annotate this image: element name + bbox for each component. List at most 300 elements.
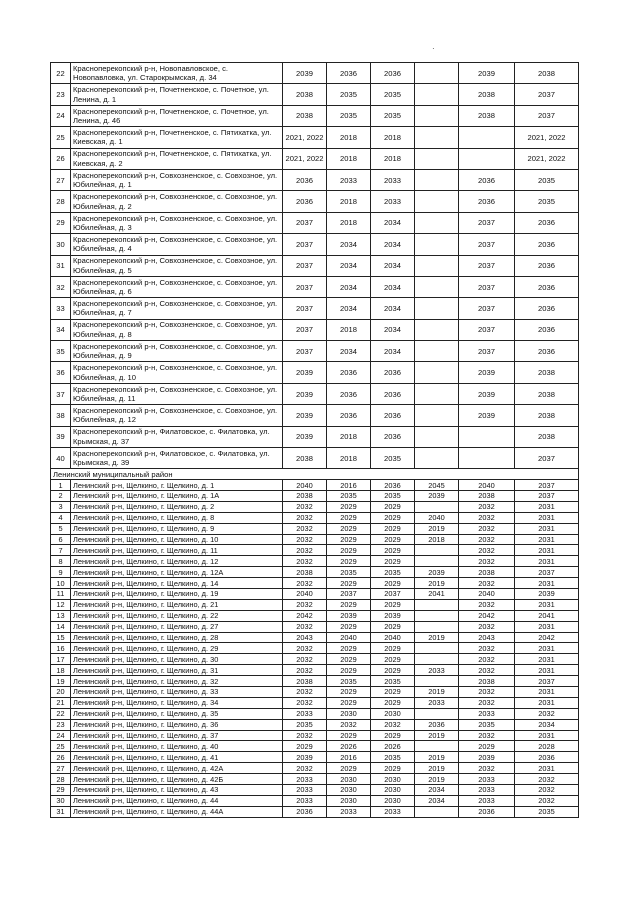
row-number: 9 <box>51 567 71 578</box>
row-number: 5 <box>51 523 71 534</box>
row-value: 2036 <box>459 191 515 212</box>
table-row <box>51 687 579 698</box>
row-value: 2036 <box>515 276 579 297</box>
row-value: 2034 <box>327 276 371 297</box>
row-value: 2021, 2022 <box>283 148 327 169</box>
row-value: 2033 <box>415 697 459 708</box>
row-value: 2037 <box>515 567 579 578</box>
row-address: Ленинский р-н, Щелкино, г. Щелкино, д. 29 <box>71 643 283 654</box>
row-value: 2034 <box>371 341 415 362</box>
row-value: 2019 <box>415 578 459 589</box>
row-address: Красноперекопский р-н, Совхозненское, с. Совхозное, ул. Юбилейная, д. 8 <box>71 319 283 340</box>
row-value <box>415 127 459 148</box>
row-value: 2037 <box>283 255 327 276</box>
row-value: 2038 <box>283 676 327 687</box>
row-value <box>415 599 459 610</box>
row-value: 2037 <box>283 212 327 233</box>
row-value: 2018 <box>327 319 371 340</box>
row-value: 2032 <box>283 556 327 567</box>
row-value: 2032 <box>283 643 327 654</box>
row-value: 2021, 2022 <box>515 127 579 148</box>
table-row <box>51 255 579 276</box>
row-value: 2029 <box>327 763 371 774</box>
row-value: 2033 <box>459 785 515 796</box>
row-value <box>459 127 515 148</box>
row-value: 2019 <box>415 774 459 785</box>
row-value: 2029 <box>327 501 371 512</box>
row-value: 2032 <box>283 665 327 676</box>
row-value: 2033 <box>327 169 371 190</box>
row-value: 2035 <box>327 84 371 105</box>
row-value: 2019 <box>415 730 459 741</box>
row-value <box>415 234 459 255</box>
row-value: 2034 <box>371 234 415 255</box>
row-value: 2031 <box>515 687 579 698</box>
row-value: 2033 <box>371 191 415 212</box>
row-value <box>415 448 459 469</box>
row-value: 2039 <box>283 383 327 404</box>
row-value: 2040 <box>371 632 415 643</box>
row-value: 2036 <box>371 480 415 491</box>
row-value: 2032 <box>283 501 327 512</box>
row-address: Ленинский р-н, Щелкино, г. Щелкино, д. 34 <box>71 697 283 708</box>
row-value: 2037 <box>459 234 515 255</box>
table-row <box>51 491 579 502</box>
row-value: 2031 <box>515 730 579 741</box>
table-row <box>51 774 579 785</box>
row-value: 2043 <box>283 632 327 643</box>
table-row <box>51 599 579 610</box>
row-address: Ленинский р-н, Щелкино, г. Щелкино, д. 44 <box>71 795 283 806</box>
row-value: 2035 <box>371 676 415 687</box>
row-number: 10 <box>51 578 71 589</box>
row-value <box>415 298 459 319</box>
row-value: 2032 <box>515 774 579 785</box>
row-value: 2029 <box>283 741 327 752</box>
row-value: 2032 <box>459 654 515 665</box>
table-row <box>51 148 579 169</box>
table-row <box>51 362 579 383</box>
table-row <box>51 405 579 426</box>
row-number: 37 <box>51 383 71 404</box>
table-row <box>51 708 579 719</box>
row-address: Ленинский р-н, Щелкино, г. Щелкино, д. 32 <box>71 676 283 687</box>
row-address: Ленинский р-н, Щелкино, г. Щелкино, д. 27 <box>71 621 283 632</box>
row-value: 2036 <box>515 319 579 340</box>
row-value: 2032 <box>515 708 579 719</box>
row-address: Ленинский р-н, Щелкино, г. Щелкино, д. 2 <box>71 501 283 512</box>
row-address: Ленинский р-н, Щелкино, г. Щелкино, д. 1А <box>71 491 283 502</box>
row-value: 2032 <box>459 534 515 545</box>
row-value <box>415 708 459 719</box>
row-value <box>415 676 459 687</box>
row-value: 2039 <box>283 362 327 383</box>
row-number: 26 <box>51 752 71 763</box>
row-address: Красноперекопский р-н, Совхозненское, с. Совхозное, ул. Юбилейная, д. 10 <box>71 362 283 383</box>
row-value: 2029 <box>371 643 415 654</box>
table-row <box>51 191 579 212</box>
row-value: 2032 <box>459 730 515 741</box>
row-address: Ленинский р-н, Щелкино, г. Щелкино, д. 12А <box>71 567 283 578</box>
row-value: 2034 <box>327 234 371 255</box>
row-number: 24 <box>51 105 71 126</box>
row-value: 2034 <box>371 255 415 276</box>
row-value: 2029 <box>327 578 371 589</box>
row-value: 2034 <box>327 255 371 276</box>
row-number: 38 <box>51 405 71 426</box>
table-row <box>51 105 579 126</box>
row-address: Ленинский р-н, Щелкино, г. Щелкино, д. 44А <box>71 806 283 817</box>
row-number: 30 <box>51 795 71 806</box>
row-value: 2029 <box>327 523 371 534</box>
table-row <box>51 741 579 752</box>
row-value: 2032 <box>459 545 515 556</box>
row-number: 23 <box>51 84 71 105</box>
row-value: 2038 <box>515 383 579 404</box>
row-value: 2039 <box>515 589 579 600</box>
row-value: 2034 <box>515 719 579 730</box>
row-value <box>459 148 515 169</box>
row-number: 21 <box>51 697 71 708</box>
table-row <box>51 84 579 105</box>
row-value: 2038 <box>459 84 515 105</box>
table-row <box>51 319 579 340</box>
row-value: 2031 <box>515 534 579 545</box>
row-value: 2035 <box>371 752 415 763</box>
row-value: 2035 <box>459 719 515 730</box>
row-address: Ленинский р-н, Щелкино, г. Щелкино, д. 14 <box>71 578 283 589</box>
table-row <box>51 501 579 512</box>
row-value: 2037 <box>283 298 327 319</box>
row-value: 2039 <box>283 63 327 84</box>
row-value: 2034 <box>371 276 415 297</box>
row-value: 2033 <box>371 806 415 817</box>
row-value <box>415 610 459 621</box>
row-value: 2032 <box>459 501 515 512</box>
row-value: 2033 <box>283 785 327 796</box>
row-value <box>415 383 459 404</box>
row-number: 31 <box>51 255 71 276</box>
row-value: 2019 <box>415 687 459 698</box>
table-row <box>51 676 579 687</box>
row-value: 2036 <box>459 806 515 817</box>
row-value: 2038 <box>459 676 515 687</box>
row-value: 2033 <box>283 774 327 785</box>
row-value: 2038 <box>515 405 579 426</box>
housing-repair-table <box>50 62 578 818</box>
row-value: 2032 <box>459 643 515 654</box>
row-value: 2032 <box>515 795 579 806</box>
row-address: Красноперекопский р-н, Совхозненское, с. Совхозное, ул. Юбилейная, д. 6 <box>71 276 283 297</box>
row-value: 2032 <box>283 730 327 741</box>
row-number: 23 <box>51 719 71 730</box>
row-address: Ленинский р-н, Щелкино, г. Щелкино, д. 37 <box>71 730 283 741</box>
row-number: 35 <box>51 341 71 362</box>
row-address: Ленинский р-н, Щелкино, г. Щелкино, д. 42А <box>71 763 283 774</box>
row-value: 2039 <box>371 610 415 621</box>
row-value: 2032 <box>283 763 327 774</box>
table-row <box>51 730 579 741</box>
row-value: 2034 <box>327 298 371 319</box>
row-number: 15 <box>51 632 71 643</box>
row-value: 2039 <box>459 383 515 404</box>
row-value: 2033 <box>327 806 371 817</box>
row-value: 2031 <box>515 599 579 610</box>
row-number: 27 <box>51 169 71 190</box>
row-value <box>415 654 459 665</box>
row-number: 40 <box>51 448 71 469</box>
row-value: 2018 <box>327 191 371 212</box>
row-address: Ленинский р-н, Щелкино, г. Щелкино, д. 35 <box>71 708 283 719</box>
row-value <box>415 276 459 297</box>
row-value: 2033 <box>459 774 515 785</box>
row-value <box>415 643 459 654</box>
row-value: 2035 <box>327 105 371 126</box>
table-row <box>51 578 579 589</box>
row-value: 2038 <box>459 567 515 578</box>
row-value: 2031 <box>515 512 579 523</box>
row-address: Ленинский р-н, Щелкино, г. Щелкино, д. 28 <box>71 632 283 643</box>
row-address: Ленинский р-н, Щелкино, г. Щелкино, д. 10 <box>71 534 283 545</box>
table-row <box>51 480 579 491</box>
row-value: 2032 <box>283 687 327 698</box>
row-value: 2018 <box>327 426 371 447</box>
row-value: 2029 <box>327 534 371 545</box>
row-number: 30 <box>51 234 71 255</box>
row-address: Красноперекопский р-н, Почетненское, с. Пятихатка, ул. Киевская, д. 1 <box>71 127 283 148</box>
table-row <box>51 545 579 556</box>
table-row <box>51 697 579 708</box>
table-row <box>51 567 579 578</box>
row-value: 2021, 2022 <box>283 127 327 148</box>
row-value: 2042 <box>515 632 579 643</box>
table-row <box>51 512 579 523</box>
row-value: 2032 <box>459 578 515 589</box>
row-value: 2016 <box>327 480 371 491</box>
row-value: 2031 <box>515 665 579 676</box>
row-value: 2037 <box>459 212 515 233</box>
row-value: 2035 <box>371 567 415 578</box>
row-number: 33 <box>51 298 71 319</box>
row-value: 2030 <box>327 708 371 719</box>
row-value: 2032 <box>283 545 327 556</box>
row-value: 2035 <box>515 169 579 190</box>
row-value: 2031 <box>515 545 579 556</box>
table-section-krasnoperekopsky <box>51 63 579 469</box>
row-value: 2033 <box>371 169 415 190</box>
table-section-header <box>51 469 579 480</box>
row-number: 31 <box>51 806 71 817</box>
row-value: 2036 <box>515 752 579 763</box>
row-value <box>415 212 459 233</box>
row-value: 2029 <box>371 687 415 698</box>
row-value: 2037 <box>459 298 515 319</box>
table-row <box>51 806 579 817</box>
row-value <box>415 148 459 169</box>
row-value: 2032 <box>459 687 515 698</box>
row-address: Ленинский р-н, Щелкино, г. Щелкино, д. 41 <box>71 752 283 763</box>
row-value: 2029 <box>459 741 515 752</box>
row-value: 2036 <box>371 426 415 447</box>
row-number: 34 <box>51 319 71 340</box>
row-address: Ленинский р-н, Щелкино, г. Щелкино, д. 43 <box>71 785 283 796</box>
row-value: 2032 <box>371 719 415 730</box>
row-value: 2036 <box>371 63 415 84</box>
table-row <box>51 127 579 148</box>
table-row <box>51 212 579 233</box>
row-value: 2037 <box>283 276 327 297</box>
row-value: 2037 <box>283 234 327 255</box>
row-value: 2032 <box>283 654 327 665</box>
row-value: 2038 <box>515 426 579 447</box>
row-address: Красноперекопский р-н, Почетненское, с. Почетное, ул. Ленина, д. 46 <box>71 105 283 126</box>
row-value: 2035 <box>327 491 371 502</box>
row-value: 2029 <box>371 512 415 523</box>
row-value: 2036 <box>327 362 371 383</box>
table-row <box>51 276 579 297</box>
table-row <box>51 621 579 632</box>
row-address: Ленинский р-н, Щелкино, г. Щелкино, д. 36 <box>71 719 283 730</box>
row-value: 2029 <box>371 534 415 545</box>
row-value: 2032 <box>459 621 515 632</box>
row-value: 2040 <box>459 589 515 600</box>
row-value <box>415 741 459 752</box>
row-value: 2029 <box>327 556 371 567</box>
table-row <box>51 523 579 534</box>
row-value: 2035 <box>371 491 415 502</box>
table-section-leninsky <box>51 480 579 818</box>
row-value: 2034 <box>371 298 415 319</box>
row-address: Красноперекопский р-н, Совхозненское, с. Совхозное, ул. Юбилейная, д. 4 <box>71 234 283 255</box>
row-address: Красноперекопский р-н, Совхозненское, с. Совхозное, ул. Юбилейная, д. 2 <box>71 191 283 212</box>
row-value: 2032 <box>283 621 327 632</box>
row-value: 2019 <box>415 632 459 643</box>
row-value: 2029 <box>327 643 371 654</box>
table-row <box>51 610 579 621</box>
row-number: 8 <box>51 556 71 567</box>
page-mark: · <box>432 44 435 53</box>
row-value: 2031 <box>515 621 579 632</box>
row-address: Ленинский р-н, Щелкино, г. Щелкино, д. 19 <box>71 589 283 600</box>
row-address: Ленинский р-н, Щелкино, г. Щелкино, д. 30 <box>71 654 283 665</box>
row-value: 2029 <box>327 621 371 632</box>
row-number: 13 <box>51 610 71 621</box>
row-number: 24 <box>51 730 71 741</box>
table-row <box>51 341 579 362</box>
row-value: 2040 <box>459 480 515 491</box>
row-value <box>415 341 459 362</box>
row-number: 6 <box>51 534 71 545</box>
row-value: 2032 <box>283 697 327 708</box>
row-value: 2032 <box>459 512 515 523</box>
row-number: 29 <box>51 785 71 796</box>
row-number: 26 <box>51 148 71 169</box>
row-value: 2032 <box>283 578 327 589</box>
row-value: 2035 <box>327 676 371 687</box>
row-value: 2018 <box>371 148 415 169</box>
row-value: 2018 <box>327 148 371 169</box>
row-value: 2030 <box>371 795 415 806</box>
row-value: 2036 <box>515 298 579 319</box>
row-value: 2032 <box>459 523 515 534</box>
row-value: 2030 <box>371 774 415 785</box>
row-value <box>415 556 459 567</box>
row-value: 2038 <box>283 105 327 126</box>
row-value: 2032 <box>283 512 327 523</box>
row-value: 2035 <box>515 191 579 212</box>
row-address: Красноперекопский р-н, Совхозненское, с. Совхозное, ул. Юбилейная, д. 7 <box>71 298 283 319</box>
row-value: 2032 <box>459 556 515 567</box>
row-address: Ленинский р-н, Щелкино, г. Щелкино, д. 40 <box>71 741 283 752</box>
row-value: 2031 <box>515 501 579 512</box>
row-value: 2016 <box>327 752 371 763</box>
row-value: 2039 <box>459 63 515 84</box>
row-value: 2031 <box>515 697 579 708</box>
row-value: 2034 <box>371 319 415 340</box>
row-value: 2033 <box>283 708 327 719</box>
row-value: 2032 <box>515 785 579 796</box>
row-value <box>415 319 459 340</box>
table-row <box>51 383 579 404</box>
row-address: Красноперекопский р-н, Совхозненское, с. Совхозное, ул. Юбилейная, д. 3 <box>71 212 283 233</box>
row-number: 28 <box>51 774 71 785</box>
row-value: 2031 <box>515 654 579 665</box>
table-row <box>51 785 579 796</box>
row-value: 2029 <box>327 654 371 665</box>
row-number: 22 <box>51 708 71 719</box>
table-row <box>51 448 579 469</box>
row-value: 2039 <box>283 405 327 426</box>
row-value <box>459 448 515 469</box>
row-address: Ленинский р-н, Щелкино, г. Щелкино, д. 31 <box>71 665 283 676</box>
row-address: Ленинский р-н, Щелкино, г. Щелкино, д. 42Б <box>71 774 283 785</box>
row-value: 2036 <box>515 255 579 276</box>
row-value: 2033 <box>415 665 459 676</box>
row-value <box>415 426 459 447</box>
row-value: 2038 <box>459 491 515 502</box>
row-value: 2036 <box>371 405 415 426</box>
row-value: 2036 <box>327 63 371 84</box>
row-value: 2035 <box>515 806 579 817</box>
row-number: 32 <box>51 276 71 297</box>
row-value <box>415 806 459 817</box>
table-row <box>51 169 579 190</box>
table-row <box>51 665 579 676</box>
table-row <box>51 426 579 447</box>
table-row <box>51 63 579 84</box>
row-value: 2031 <box>515 578 579 589</box>
row-value: 2035 <box>327 567 371 578</box>
row-value: 2036 <box>459 169 515 190</box>
row-value: 2036 <box>515 341 579 362</box>
row-number: 25 <box>51 127 71 148</box>
row-value <box>415 545 459 556</box>
row-value: 2033 <box>459 708 515 719</box>
row-value: 2043 <box>459 632 515 643</box>
row-address: Ленинский р-н, Щелкино, г. Щелкино, д. 11 <box>71 545 283 556</box>
row-value <box>415 255 459 276</box>
row-value: 2040 <box>283 480 327 491</box>
row-value: 2039 <box>415 567 459 578</box>
table-row <box>51 719 579 730</box>
table-row <box>51 752 579 763</box>
row-value: 2040 <box>327 632 371 643</box>
row-number: 14 <box>51 621 71 632</box>
row-address: Красноперекопский р-н, Филатовское, с. Филатовка, ул. Крымская, д. 37 <box>71 426 283 447</box>
row-value: 2033 <box>459 795 515 806</box>
row-value: 2018 <box>371 127 415 148</box>
row-value: 2037 <box>515 480 579 491</box>
